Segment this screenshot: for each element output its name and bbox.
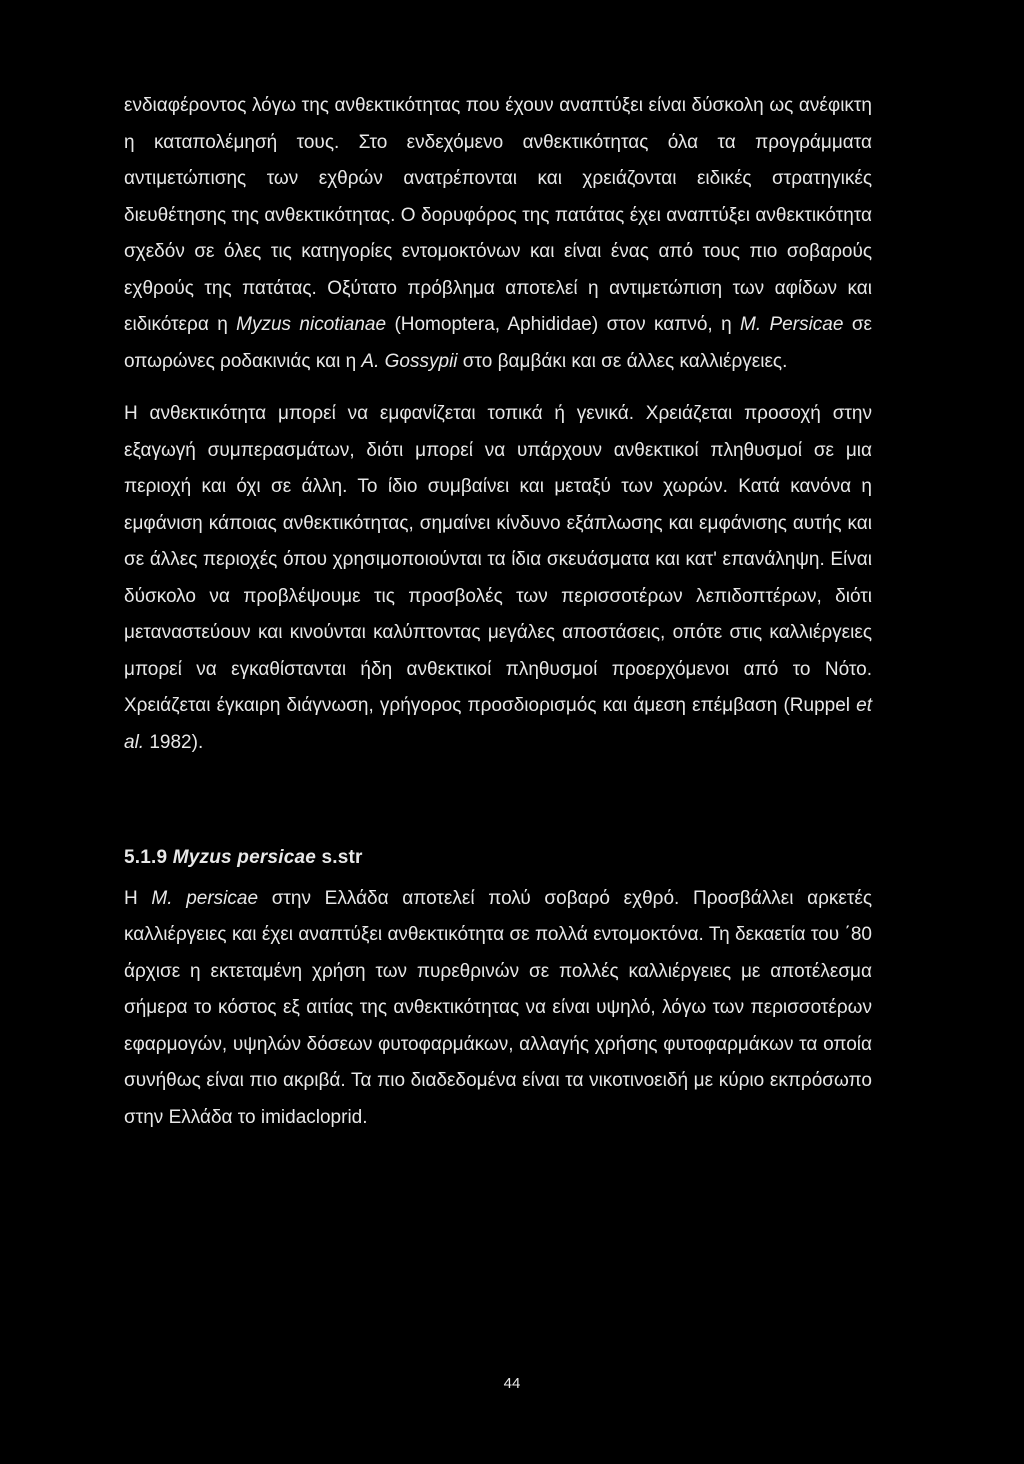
paragraph-text: στο βαμβάκι και σε άλλες καλλιέργειες. [457,350,788,372]
paragraph-text: σε οπωρώνες ροδακινιάς και η [124,314,873,372]
paragraph-myzus-persicae [124,881,872,1137]
section-number: 5.1.9 [124,847,173,868]
section-species: Myzus persicae [172,847,317,868]
paragraph-text: ενδιαφέροντος λόγω της ανθεκτικότητας που έχουν αναπτύξει είναι δύσκολη ως ανέφικτη η καταπολέμησή τους. Στο ενδεχόμενο ανθεκτικότητας όλα τα προγράμματα αντιμετώπισης των εχθρών ανατρέπονται και χρειάζονται ειδικές στρατηγικές διευθέτησης της ανθεκτικότητας. Ο δορυφόρος της πατάτας έχει αναπτύξει ανθεκτικότητα σχεδόν σε όλες τις κατηγορίες εντομοκτόνων και είναι ένας από τους πιο σοβαρούς εχθρούς της πατάτας. Οξύτατο πρόβλημα αποτελεί η αντιμετώπιση των αφίδων και ειδικότερα η [124,95,872,335]
paragraph-resistance-intro [124,88,872,380]
document-page [124,88,872,1136]
paragraph-text: στην Ελλάδα αποτελεί πολύ σοβαρό εχθρό. Προσβάλλει αρκετές καλλιέργειες και έχει αναπτύξει ανθεκτικότητα σε πολλά εντομοκτόνα. Τη δεκαετία του ΄80 άρχισε η εκτεταμένη χρήση των πυρεθρινών σε πολλές καλλιέργειες με αποτέλεσμα σήμερα το κόστος εξ αιτίας της ανθεκτικότητας να είναι υψηλό, λόγω των περισσοτέρων εφαρμογών, υψηλών δόσεων φυτοφαρμάκων, αλλαγής χρήσης φυτοφαρμάκων τα οποία συνήθως είναι πιο ακριβά. Τα πιο διαδεδομένα είναι τα νικοτινοειδή με κύριο εκπρόσωπο στην Ελλάδα το imidacloprid. [124,887,873,1128]
species-name: M. Persicae [740,314,844,335]
species-name: A. Gossypii [361,350,458,372]
section-heading [124,840,872,877]
species-name: M. persicae [151,887,259,909]
page-number: 44 [503,1375,521,1392]
citation-et-al: et al. [124,695,872,753]
paragraph-resistance-spread [124,396,872,761]
paragraph-text: 1982). [144,731,204,753]
paragraph-text: Η [124,887,152,909]
paragraph-text: Η ανθεκτικότητα μπορεί να εμφανίζεται τοπικά ή γενικά. Χρειάζεται προσοχή στην εξαγωγή συμπερασμάτων, διότι μπορεί να υπάρχουν ανθεκτικοί πληθυσμοί σε μια περιοχή και όχι σε άλλη. Το ίδιο συμβαίνει και μεταξύ των χωρών. Κατά κανόνα η εμφάνιση κάποιας ανθεκτικότητας, σημαίνει κίνδυνο εξάπλωσης και εμφάνισης αυτής και σε άλλες περιοχές όπου χρησιμοποιούνται τα ίδια σκευάσματα και κατ' επανάληψη. Είναι δύσκολο να προβλέψουμε τις προσβολές των περισσοτέρων λεπιδοπτέρων, διότι μεταναστεύουν και κινούνται καλύπτοντας μεγάλες αποστάσεις, οπότε στις καλλιέργειες μπορεί να εγκαθίστανται ήδη ανθεκτικοί πληθυσμοί προερχόμενοι από το Νότο. Χρειάζεται έγκαιρη διάγνωση, γρήγορος προσδιορισμός και άμεση επέμβαση (Ruppel [124,403,872,716]
section-suffix: s.str [316,847,363,868]
species-name: Myzus nicotianae [236,314,387,335]
paragraph-text: (Homoptera, Aphididae) στον καπνό, η [386,314,741,335]
